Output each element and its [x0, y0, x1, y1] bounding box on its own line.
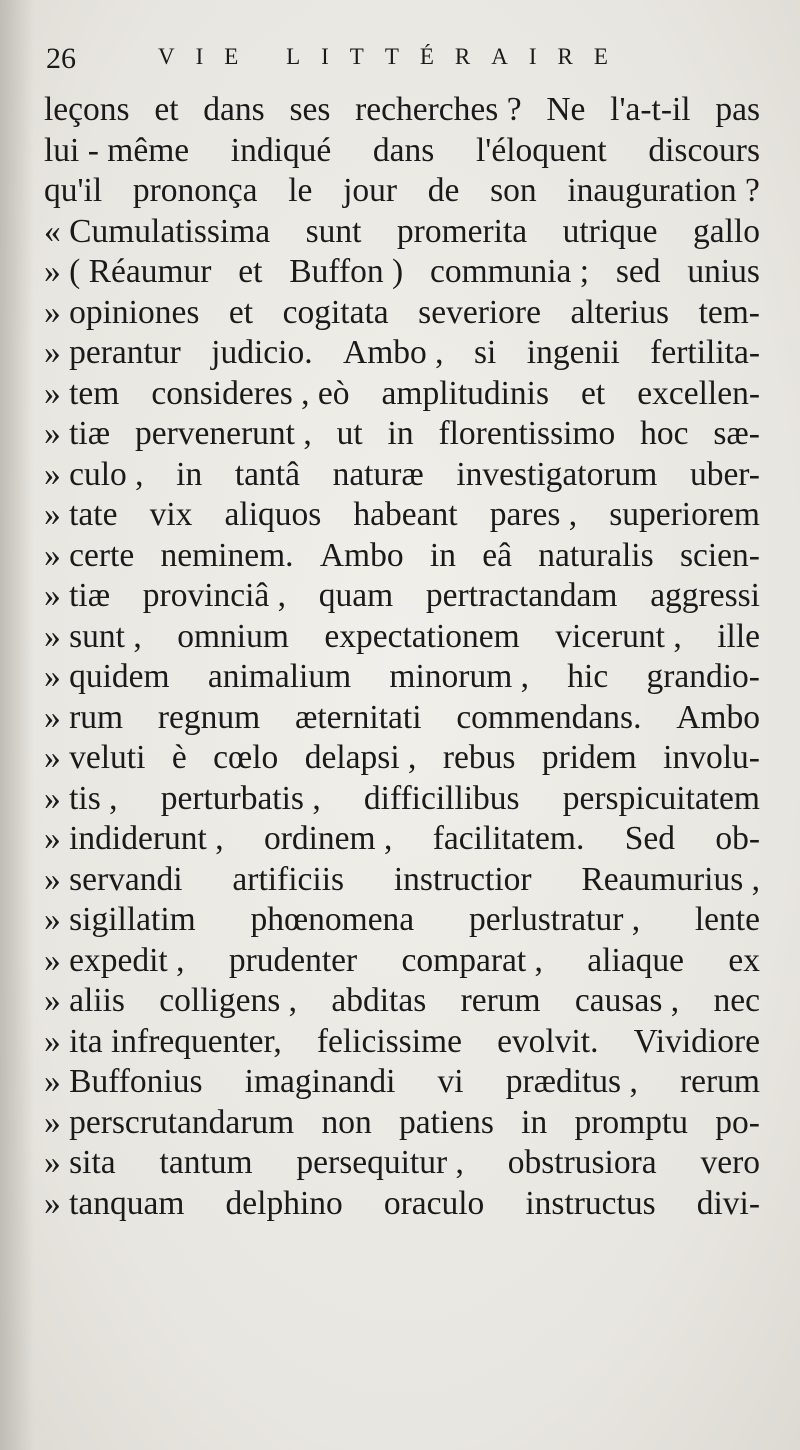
word: phœnomena: [250, 901, 415, 938]
text-line: [44, 576, 760, 617]
word: perlustratur ,: [468, 901, 641, 938]
word: ob-: [715, 820, 760, 857]
word: Ambo: [319, 536, 404, 574]
word: prudenter: [228, 941, 358, 979]
word: « Cumulatissima: [44, 212, 271, 250]
word: aggressi: [650, 577, 760, 614]
word: omnium: [177, 617, 289, 655]
word: abditas: [331, 982, 427, 1019]
word: neminem.: [160, 536, 294, 574]
word: tem-: [698, 293, 760, 331]
text-line: [44, 252, 760, 293]
word: po-: [715, 1103, 760, 1141]
word: communia ;: [429, 253, 590, 290]
word: pridem: [541, 739, 637, 776]
word: aliaque: [587, 941, 684, 979]
word: in: [521, 1103, 548, 1141]
word: » rum: [44, 698, 124, 736]
word: » ita infrequenter,: [44, 1022, 282, 1060]
word: rerum: [460, 982, 541, 1019]
text-line: [44, 374, 760, 415]
word: Ambo: [676, 698, 760, 736]
word: » sunt ,: [44, 617, 142, 655]
word: vero: [700, 1144, 760, 1181]
word: grandio-: [646, 658, 760, 695]
word: jour: [343, 172, 398, 209]
word: et: [154, 91, 179, 128]
word: commendans.: [456, 698, 642, 736]
word: scien-: [679, 536, 760, 574]
word: vix: [149, 496, 193, 533]
word: sunt: [305, 212, 362, 250]
word: excellen-: [637, 374, 760, 412]
word: » tiæ: [44, 577, 111, 614]
text-line: [44, 617, 760, 658]
word: divi-: [696, 1184, 760, 1222]
word: ingenii: [526, 334, 620, 371]
word: felicissime: [316, 1022, 462, 1060]
word: naturæ: [332, 455, 424, 493]
word: pas: [715, 91, 760, 128]
word: florentissimo: [438, 415, 616, 452]
word: » ( Réaumur: [44, 253, 212, 290]
word: tantum: [159, 1144, 253, 1181]
word: habeant: [353, 496, 458, 533]
word: involu-: [663, 739, 760, 776]
word: Sed: [624, 820, 675, 857]
word: instructior: [393, 860, 532, 898]
word: » tem: [44, 374, 120, 412]
word: lente: [694, 901, 760, 938]
word: perturbatis ,: [160, 779, 321, 817]
word: » tanquam: [44, 1184, 185, 1222]
word: ille: [717, 617, 760, 655]
word: cogitata: [282, 293, 389, 331]
word: l'éloquent: [475, 131, 607, 169]
word: investigatorum: [456, 455, 658, 493]
text-line: [44, 536, 760, 577]
word: non: [321, 1103, 372, 1141]
word: l'a-t-il: [610, 91, 691, 128]
word: » sigillatim: [44, 901, 196, 938]
word: utrique: [562, 212, 658, 250]
word: si: [473, 334, 497, 371]
word: æternitati: [295, 698, 422, 736]
word: rebus: [442, 739, 516, 776]
text-line: [44, 1103, 760, 1144]
word: in: [387, 415, 414, 452]
text-line: [44, 779, 760, 820]
word: alterius: [570, 293, 670, 331]
text-line: [44, 1184, 760, 1225]
word: in: [176, 455, 203, 493]
word: promptu: [574, 1103, 689, 1141]
word: de: [427, 172, 460, 209]
text-line: [44, 293, 760, 334]
word: » veluti: [44, 739, 146, 776]
text-line: [44, 455, 760, 496]
word: vicerunt ,: [555, 617, 682, 655]
word: » indiderunt ,: [44, 820, 224, 857]
word: » certe: [44, 536, 135, 574]
word: expectationem: [324, 617, 520, 655]
word: Vividiore: [633, 1022, 760, 1060]
word: tantâ: [234, 455, 300, 493]
word: colligens ,: [159, 982, 297, 1019]
word: delphino: [225, 1184, 343, 1222]
running-title: VIE LITTÉRAIRE: [158, 44, 629, 69]
word: pares ,: [489, 496, 578, 533]
text-line: [44, 1143, 760, 1184]
word: è: [171, 739, 187, 776]
word: instructus: [525, 1184, 656, 1222]
word: rerum: [679, 1063, 760, 1100]
word: » aliis: [44, 982, 125, 1019]
word: prononça: [132, 172, 258, 209]
word: hic: [567, 658, 609, 695]
word: » perantur: [44, 334, 181, 371]
text-line: [44, 657, 760, 698]
word: » quidem: [44, 658, 170, 695]
word: » perscrutandarum: [44, 1103, 295, 1141]
word: provinciâ ,: [142, 577, 287, 614]
word: judicio.: [211, 334, 313, 371]
text-line: [44, 495, 760, 536]
word: » sita: [44, 1144, 116, 1181]
word: inauguration ?: [567, 172, 760, 209]
text-line: [44, 414, 760, 455]
word: severiore: [418, 293, 541, 331]
word: » tate: [44, 496, 118, 533]
word: qu'il: [44, 172, 103, 209]
word: promerita: [396, 212, 528, 250]
word: comparat ,: [401, 941, 543, 979]
word: unius: [687, 253, 760, 290]
text-line: [44, 860, 760, 901]
word: oraculo: [383, 1184, 485, 1222]
word: persequitur ,: [296, 1144, 464, 1181]
text-line: [44, 819, 760, 860]
text-line: [44, 900, 760, 941]
text-line: [44, 698, 760, 739]
word: præditus ,: [505, 1063, 638, 1100]
word: superiorem: [609, 496, 760, 533]
word: fertilita-: [650, 334, 760, 371]
word: Ne: [546, 91, 586, 128]
word: sed: [615, 253, 661, 290]
word: aliquos: [224, 496, 322, 533]
word: et: [581, 374, 606, 412]
word: causas ,: [574, 982, 680, 1019]
word: regnum: [157, 698, 261, 736]
running-head: [46, 42, 766, 82]
word: ex: [728, 941, 760, 979]
word: gallo: [692, 212, 760, 250]
word: cœlo: [213, 739, 279, 776]
word: minorum ,: [389, 658, 529, 695]
word: » expedit ,: [44, 941, 185, 979]
word: » culo ,: [44, 455, 144, 493]
text-line: [44, 333, 760, 374]
word: quam: [318, 577, 394, 614]
word: obstrusiora: [507, 1144, 657, 1181]
word: eâ: [482, 536, 512, 574]
word: facilitatem.: [432, 820, 585, 857]
word: et: [228, 293, 254, 331]
word: et: [238, 253, 263, 290]
word: » tis ,: [44, 779, 118, 817]
word: vi: [437, 1063, 464, 1100]
word: le: [288, 172, 313, 209]
word: ordinem ,: [263, 820, 393, 857]
word: artificiis: [232, 860, 345, 898]
text-line: [44, 171, 760, 212]
word: recherches ?: [355, 91, 522, 128]
word: » Buffonius: [44, 1063, 203, 1100]
text-line: [44, 941, 760, 982]
word: ut: [336, 415, 363, 452]
word: evolvit.: [497, 1022, 599, 1060]
text-line: [44, 131, 760, 172]
page-number: 26: [46, 42, 76, 75]
word: difficillibus: [363, 779, 520, 817]
body-text: [44, 90, 760, 1224]
text-line: [44, 90, 760, 131]
word: naturalis: [538, 536, 654, 574]
word: delapsi ,: [304, 739, 417, 776]
word: dans: [372, 131, 435, 169]
text-line: [44, 738, 760, 779]
word: discours: [648, 131, 760, 169]
word: ses: [289, 91, 331, 128]
word: hoc: [640, 415, 689, 452]
word: pertractandam: [425, 577, 618, 614]
text-line: [44, 1062, 760, 1103]
word: pervenerunt ,: [134, 415, 312, 452]
word: dans: [203, 91, 265, 128]
word: consideres , eò: [151, 374, 350, 412]
word: perspicuitatem: [562, 779, 760, 817]
gutter-shadow: [0, 0, 34, 1450]
word: son: [490, 172, 537, 209]
word: » tiæ: [44, 415, 111, 452]
text-line: [44, 212, 760, 253]
word: animalium: [207, 658, 352, 695]
word: patiens: [399, 1103, 494, 1141]
word: uber-: [689, 455, 760, 493]
word: Ambo ,: [343, 334, 444, 371]
text-line: [44, 981, 760, 1022]
word: lui - même: [44, 131, 190, 169]
text-line: [44, 1022, 760, 1063]
word: Buffon ): [289, 253, 404, 290]
word: amplitudinis: [381, 374, 550, 412]
word: » opiniones: [44, 293, 200, 331]
word: Reaumurius ,: [581, 860, 760, 898]
word: sæ-: [713, 415, 760, 452]
word: leçons: [44, 91, 130, 128]
word: in: [429, 536, 456, 574]
word: imaginandi: [244, 1063, 396, 1100]
word: » servandi: [44, 860, 183, 898]
word: nec: [713, 982, 760, 1019]
word: indiqué: [230, 131, 332, 169]
